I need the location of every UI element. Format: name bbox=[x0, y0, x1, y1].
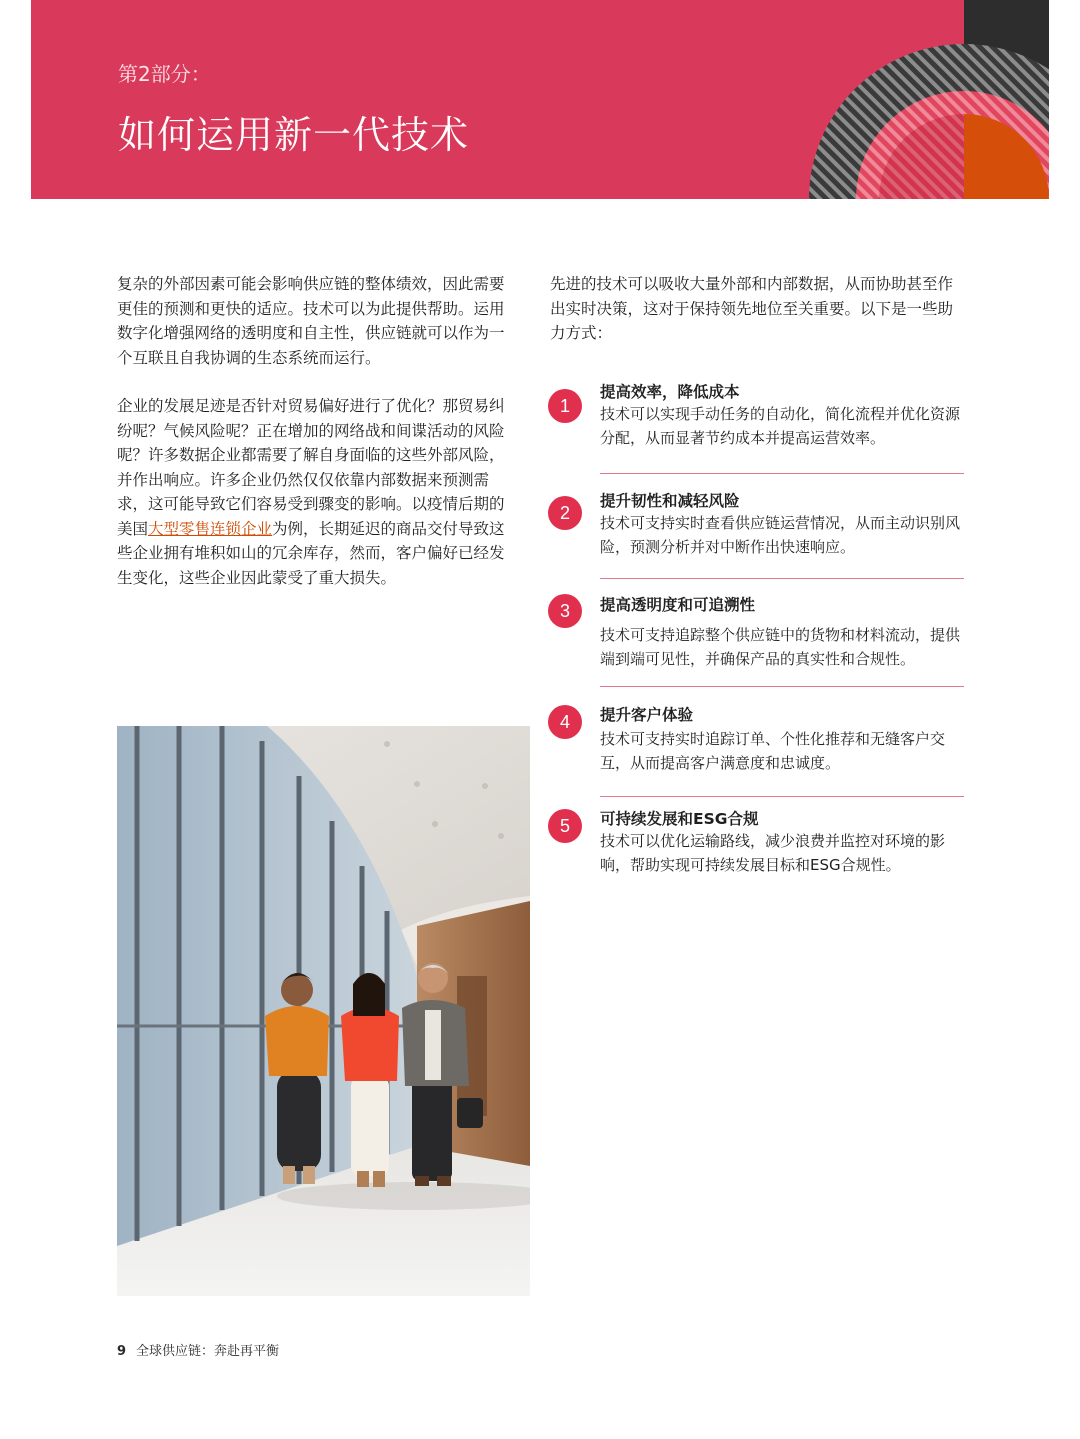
intro-paragraph: 复杂的外部因素可能会影响供应链的整体绩效，因此需要更佳的预测和更快的适应。技术可以为此提供帮助。运用数字化增强网络的透明度和自主性，供应链就可以作为一个互联且自我协调的生态系统而运行。 bbox=[117, 275, 505, 367]
section-label: 第2部分： bbox=[118, 62, 211, 86]
right-intro-paragraph: 先进的技术可以吸收大量外部和内部数据，从而协助甚至作出实时决策，这对于保持领先地位至关重要。以下是一些助力方式： bbox=[550, 275, 954, 342]
item-number-badge: 3 bbox=[548, 594, 582, 628]
page-footer bbox=[117, 1340, 279, 1359]
risk-paragraph-tail: 为例，长期延迟的商品交付导致这些企业拥有堆积如山的冗余库存，然而，客户偏好已经发生变化，这些企业因此蒙受了重大损失。 bbox=[117, 519, 505, 587]
item-body: 技术可支持实时查看供应链运营情况，从而主动识别风险，预测分析并对中断作出快速响应。 bbox=[600, 514, 961, 556]
publication-title: 全球供应链：奔赴再平衡 bbox=[136, 1344, 280, 1359]
header-banner bbox=[31, 0, 1049, 199]
office-corridor-photo bbox=[117, 726, 530, 1296]
right-column-intro bbox=[550, 272, 955, 346]
item-heading: 提高透明度和可追溯性 bbox=[600, 596, 756, 614]
item-number-badge: 1 bbox=[548, 389, 582, 423]
item-body: 技术可支持追踪整个供应链中的货物和材料流动，提供端到端可见性，并确保产品的真实性和合规性。 bbox=[600, 626, 961, 668]
item-heading: 可持续发展和ESG合规 bbox=[600, 810, 759, 828]
retail-chain-link[interactable]: 大型零售连锁企业 bbox=[148, 519, 273, 538]
item-number-badge: 5 bbox=[548, 809, 582, 843]
item-heading: 提高效率，降低成本 bbox=[600, 383, 740, 401]
item-divider bbox=[600, 686, 964, 687]
item-body: 技术可支持实时追踪订单、个性化推荐和无缝客户交互，从而提高客户满意度和忠诚度。 bbox=[600, 730, 946, 772]
decorative-graphic bbox=[771, 0, 1049, 199]
item-body: 技术可以优化运输路线，减少浪费并监控对环境的影响，帮助实现可持续发展目标和ESG合规性。 bbox=[600, 832, 946, 874]
page-number: 9 bbox=[117, 1344, 127, 1359]
item-divider bbox=[600, 796, 964, 797]
item-number-badge: 4 bbox=[548, 705, 582, 739]
item-divider bbox=[600, 578, 964, 579]
left-column bbox=[117, 272, 512, 590]
item-heading: 提升客户体验 bbox=[600, 706, 694, 724]
risk-paragraph-text: 企业的发展足迹是否针对贸易偏好进行了优化？那贸易纠纷呢？气候风险呢？正在增加的网络战和间谍活动的风险呢？许多数据企业都需要了解自身面临的这些外部风险，并作出响应。许多企业仍然仅仅依靠内部数据来预测需求，这可能导致它们容易受到骤变的影响。以疫情后期的美国 bbox=[117, 397, 505, 538]
item-number-badge: 2 bbox=[548, 496, 582, 530]
item-heading: 提升韧性和减轻风险 bbox=[600, 492, 740, 510]
risk-paragraph bbox=[117, 394, 512, 590]
item-body: 技术可以实现手动任务的自动化，简化流程并优化资源分配，从而显著节约成本并提高运营效率。 bbox=[600, 405, 961, 447]
page-title: 如何运用新一代技术 bbox=[118, 113, 470, 157]
item-divider bbox=[600, 473, 964, 474]
